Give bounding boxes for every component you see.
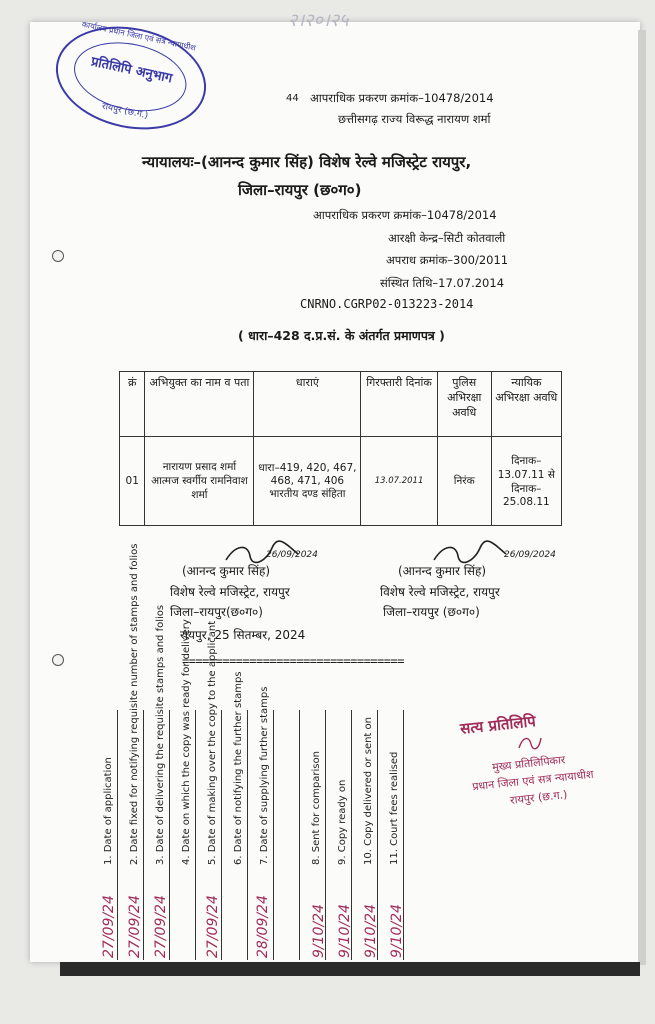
true-copy-line1: मुख्य प्रतिलिपिकार <box>491 753 566 774</box>
signer-designation: विशेष रेल्वे मजिस्ट्रेट, रायपुर <box>170 585 290 599</box>
signer-name: (आनन्द कुमार सिंह) <box>182 564 270 578</box>
copy-stamp-item: 6. Date of notifying the further stamps <box>233 671 244 865</box>
copy-stamp-date: 27/09/24 <box>101 895 117 958</box>
page-number: 44 <box>286 93 299 104</box>
signer-designation: विशेष रेल्वे मजिस्ट्रेट, रायपुर <box>380 585 500 599</box>
stamp-bottom-text: रायपुर (छ.ग.) <box>100 101 149 122</box>
copy-stamp-item: 9. Copy ready on <box>337 779 348 865</box>
copy-stamp-date: 9/10/24 <box>337 904 353 958</box>
certificate-title: ( धारा–428 द.प्र.सं. के अंतर्गत प्रमाणपत्र ) <box>238 328 445 343</box>
copy-stamp-date: 9/10/24 <box>389 904 405 958</box>
copy-stamp-date: 9/10/24 <box>363 904 379 958</box>
copy-stamp-date: 27/09/24 <box>153 895 169 958</box>
copy-stamp-item: 8. Sent for comparison <box>311 751 322 865</box>
custody-table <box>119 371 562 526</box>
col-judicial-custody: न्यायिक अभिरक्षा अवधि <box>491 372 561 437</box>
signature-handwritten-date: 26/09/2024 <box>504 550 556 560</box>
punch-hole <box>52 250 64 262</box>
copy-stamp-item: 5. Date of making over the copy to the applicant <box>207 620 218 865</box>
signature-handwritten-date: 26/09/2024 <box>266 550 318 560</box>
col-serial: क्रं <box>120 372 145 437</box>
page-edge-shadow <box>60 962 640 976</box>
true-copy-line2: प्रधान जिला एवं सत्र न्यायाधीश <box>471 767 595 794</box>
page-edge <box>638 30 646 965</box>
cell-arrest-date: 13.07.2011 <box>361 437 437 526</box>
copy-stamp-item: 4. Date on which the copy was ready for delivery <box>181 619 192 865</box>
signer-district: जिला–रायपुर(छ०ग०) <box>170 605 263 619</box>
cnr-number: CNRNO.CGRP02-013223-2014 <box>300 297 474 311</box>
true-copy-signature <box>515 732 545 754</box>
cell-accused: नारायण प्रसाद शर्मा आत्मज स्वर्गीय रामनिवाश शर्मा <box>145 437 254 526</box>
copy-stamp-item: 11. Court fees realised <box>389 751 400 865</box>
order-date: रायपुर, 25 सितम्बर, 2024 <box>180 628 306 642</box>
copy-stamp-date: 9/10/24 <box>311 904 327 958</box>
col-arrest-date: गिरफ्तारी दिनांक <box>361 372 437 437</box>
cell-serial: 01 <box>120 437 145 526</box>
case-number: आपराधिक प्रकरण क्रमांक–10478/2014 <box>313 208 497 222</box>
punch-hole <box>52 654 64 666</box>
true-copy-title: सत्य प्रतिलिपि <box>459 712 537 738</box>
copy-stamp-item: 7. Date of supplying further stamps <box>259 686 270 865</box>
table-header-row <box>120 372 562 437</box>
copy-stamp-date: 28/09/24 <box>255 895 271 958</box>
separator-line: ================================= <box>182 654 404 668</box>
col-sections: धाराएं <box>254 372 361 437</box>
col-police-custody: पुलिस अभिरक्षा अवधि <box>437 372 491 437</box>
signer-district: जिला–रायपुर (छ०ग०) <box>383 605 480 619</box>
police-station: आरक्षी केन्द्र–सिटी कोतवाली <box>388 231 506 245</box>
court-district: जिला–रायपुर (छ०ग०) <box>238 181 362 199</box>
top-handwriting: २।२०।२५ <box>288 10 349 31</box>
copy-stamp-date: 27/09/24 <box>205 895 221 958</box>
cell-sections: धारा–419, 420, 467, 468, 471, 406 भारतीय दण्ड संहिता <box>254 437 361 526</box>
table-row <box>120 437 562 526</box>
court-name: न्यायालयः–(आनन्द कुमार सिंह) विशेष रेल्वे मजिस्ट्रेट रायपुर, <box>142 153 472 171</box>
stamp-outer-text: कार्यालय प्रधान जिला एवं सत्र न्यायाधीश <box>81 19 197 53</box>
copy-stamp-item: 3. Date of delivering the requisite stamps and folios <box>155 604 166 865</box>
cell-judicial-custody: दिनाक– 13.07.11 से दिनाक– 25.08.11 <box>491 437 561 526</box>
stamp-center-text: प्रतिलिपि अनुभाग <box>89 54 174 87</box>
copy-stamp-item: 2. Date fixed for notifying requisite number of stamps and folios <box>129 543 140 865</box>
true-copy-line3: रायपुर (छ.ग.) <box>509 788 568 807</box>
col-accused: अभियुक्त का नाम व पता <box>145 372 254 437</box>
header-parties: छत्तीसगढ़ राज्य विरूद्ध नारायण शर्मा <box>338 112 491 126</box>
copy-stamp-date: 27/09/24 <box>127 895 143 958</box>
signer-name: (आनन्द कुमार सिंह) <box>398 564 486 578</box>
institution-date: संस्थित तिथि–17.07.2014 <box>380 276 505 290</box>
header-case-number: आपराधिक प्रकरण क्रमांक–10478/2014 <box>310 91 494 105</box>
crime-number: अपराध क्रमांक–300/2011 <box>386 253 509 267</box>
cell-police-custody: निरंक <box>437 437 491 526</box>
copy-stamp-item: 1. Date of application <box>103 757 114 865</box>
copy-stamp-item: 10. Copy delivered or sent on <box>363 717 374 865</box>
